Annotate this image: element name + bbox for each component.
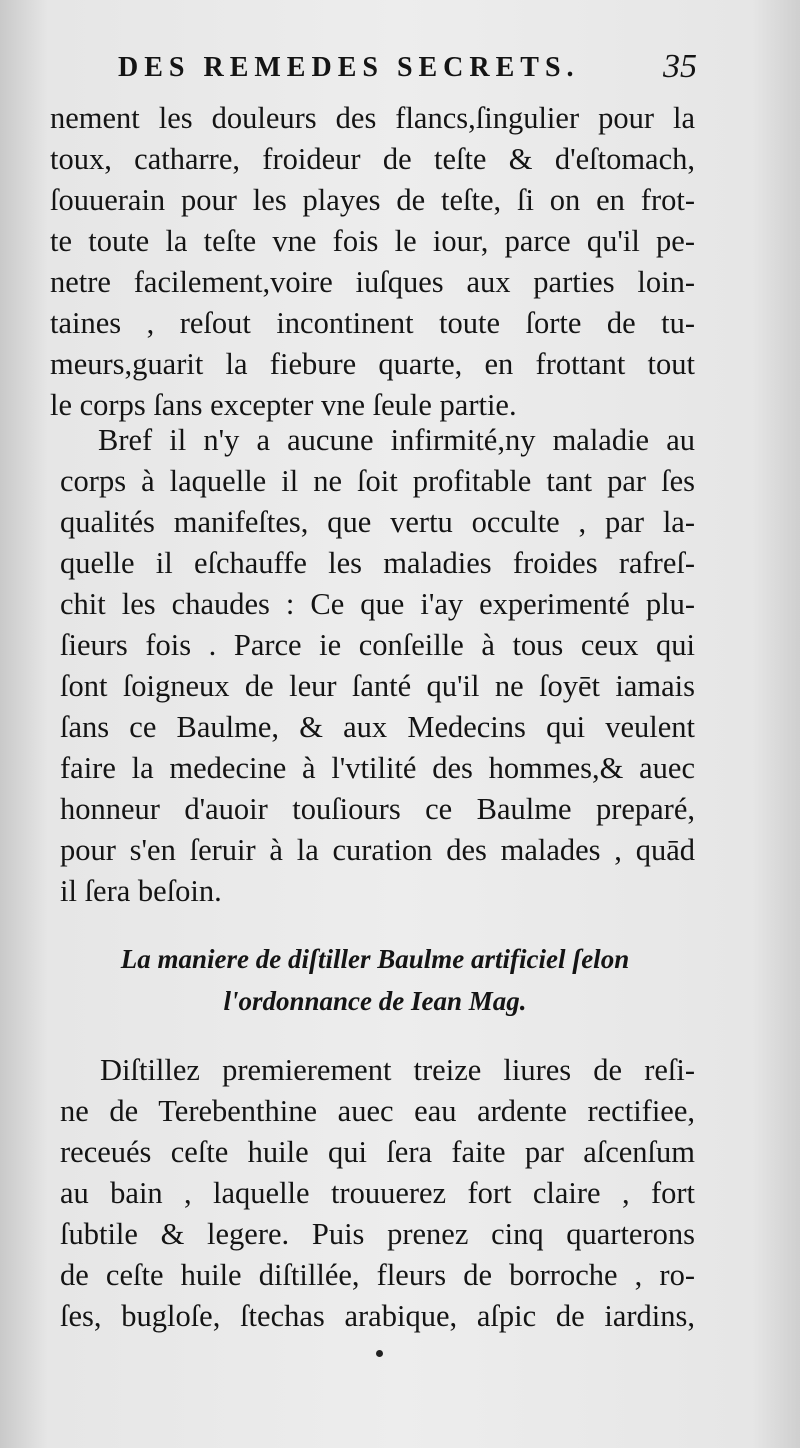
running-head: DES REMEDES SECRETS.	[118, 52, 580, 83]
text-line: il ſera beſoin.	[60, 874, 222, 908]
text-line: te toute la teſte vne fois le iour, parce qu'il pe-	[50, 224, 695, 258]
text-line: ſubtile & legere. Puis prenez cinq quarterons	[60, 1217, 695, 1251]
text-line: honneur d'auoir touſiours ce Baulme preparé,	[60, 792, 695, 826]
heading-line: l'ordonnance de Iean Mag.	[223, 986, 527, 1016]
text-line: le corps ſans excepter vne ſeule partie.	[50, 388, 517, 422]
text-line: quelle il eſchauffe les maladies froides rafreſ-	[60, 546, 695, 580]
text-line: toux, catharre, froideur de teſte & d'eſtomach,	[50, 142, 695, 176]
text-line: ſieurs fois . Parce ie conſeille à tous ceux qui	[60, 628, 695, 662]
text-line: ſouuerain pour les playes de teſte, ſi on en frot-	[50, 183, 695, 217]
text-line: meurs,guarit la fiebure quarte, en frottant tout	[50, 347, 695, 381]
text-line: ſont ſoigneux de leur ſanté qu'il ne ſoyēt iamais	[60, 669, 695, 703]
text-line: qualités manifeſtes, que vertu occulte , par la-	[60, 505, 695, 539]
ink-dot	[376, 1350, 383, 1357]
text-line: faire la medecine à l'vtilité des hommes,& auec	[60, 751, 695, 785]
text-line: Bref il n'y a aucune infirmité,ny maladie au	[98, 423, 695, 457]
text-line: pour s'en ſeruir à la curation des malades , quād	[60, 833, 695, 867]
text-line: Diſtillez premierement treize liures de reſi-	[100, 1053, 695, 1087]
paragraph-2	[60, 420, 695, 908]
text-line: chit les chaudes : Ce que i'ay experimenté plu-	[60, 587, 695, 621]
text-line: taines , reſout incontinent toute ſorte de tu-	[50, 306, 695, 340]
text-line: netre facilement,voire iuſques aux parties loin-	[50, 265, 695, 299]
text-line: ſes, bugloſe, ſtechas arabique, aſpic de iardins,	[60, 1299, 695, 1333]
page-number: 35	[663, 48, 697, 85]
text-line: ſans ce Baulme, & aux Medecins qui veulent	[60, 710, 695, 744]
section-heading	[70, 938, 680, 1022]
text-line: ne de Terebenthine auec eau ardente rectifiee,	[60, 1094, 695, 1128]
heading-line: La maniere de diſtiller Baulme artificiel ſelon	[120, 944, 630, 974]
paragraph-3	[60, 1050, 695, 1350]
paragraph-1	[50, 98, 695, 428]
text-line: de ceſte huile diſtillée, fleurs de borroche , ro-	[60, 1258, 695, 1292]
text-line: receués ceſte huile qui ſera faite par aſcenſum	[60, 1135, 695, 1169]
text-line: nement les douleurs des flancs,ſingulier pour la	[50, 101, 695, 135]
text-line: corps à laquelle il ne ſoit profitable tant par ſes	[60, 464, 695, 498]
text-line: au bain , laquelle trouuerez fort claire , fort	[60, 1176, 695, 1210]
page-header	[118, 48, 697, 92]
